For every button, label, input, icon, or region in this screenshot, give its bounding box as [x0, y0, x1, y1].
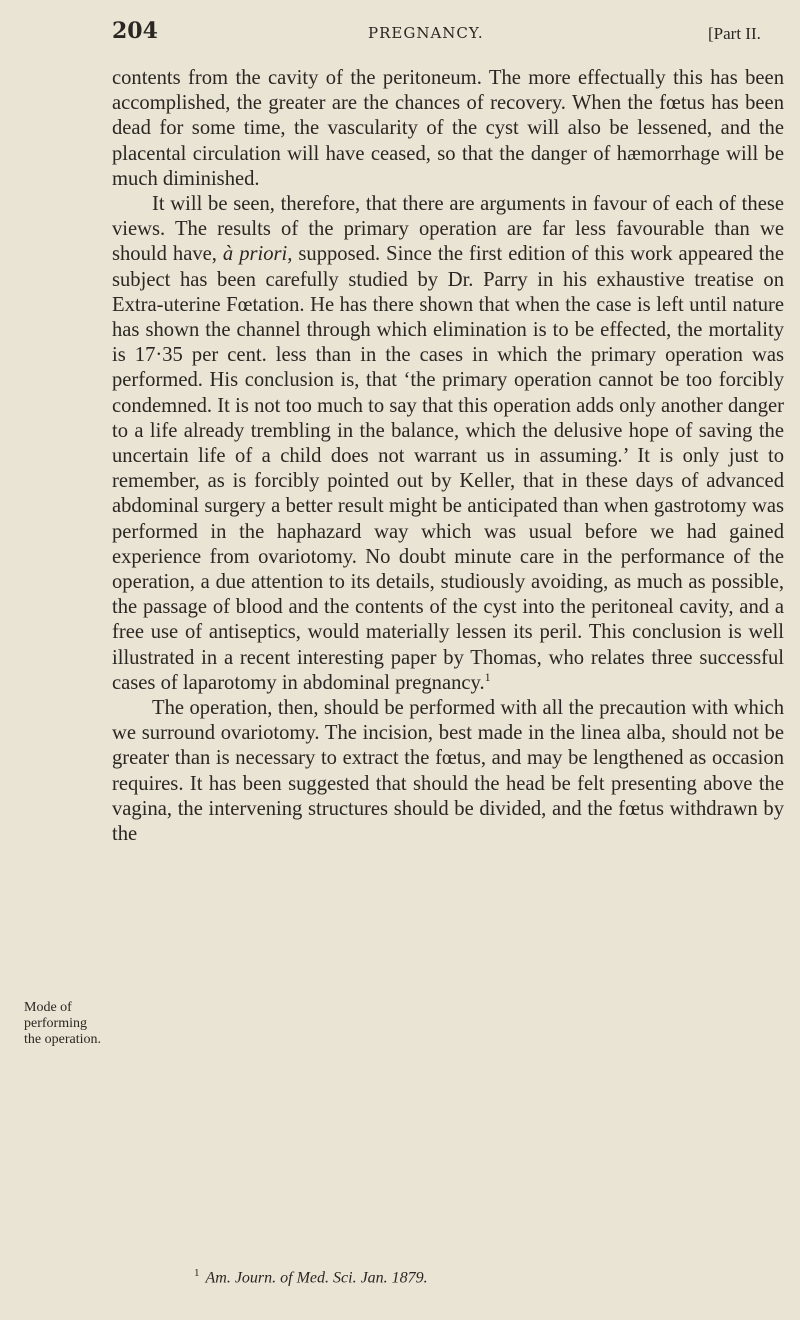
footnote-marker: 1	[194, 1267, 200, 1279]
footnote	[194, 1267, 754, 1287]
paragraph-continuation: contents from the cavity of the peritoneum. The more effectually this has been accomplished, the greater are the chances of recovery. When the fœtus has been dead for some time, the vascularity of the cyst will also be lessened, and the placental circulation will have ceased, so that the danger of hæmorrhage will be much diminished.	[112, 67, 784, 190]
page-number: 204	[112, 18, 158, 44]
paragraph-text: supposed. Since the first edition of this work appeared the subject has been carefully studied by Dr. Parry in his exhaustive treatise on Extra-uterine Fœtation. He has there shown that when the case is left until nature has shown the channel through which elimination is to be effected, the mortality is 17·35 per cent. less than in the cases in which the primary operation was performed. His conclusion is, that ‘the primary operation cannot be too forcibly condemned. It is not too much to say that this operation adds only another danger to a life already trembling in the balance, which the delusive hope of saving the uncertain life of a child does not warrant us in assuming.’ It is only just to remember, as is forcibly pointed out by Keller, that in these days of advanced abdominal surgery a better result might be anticipated than when gastrotomy was performed in the haphazard way which was usual before we had gained experience from ovariotomy. No doubt minute care in the performance of the operation, a due attention to its details, studiously avoiding, as much as possible, the passage of blood and the contents of the cyst into the peritoneal cavity, and a free use of antiseptics, would materially lessen its peril. This conclusion is well illustrated in a recent interesting paper by Thomas, who relates three successful cases of laparotomy in abdominal pregnancy.	[112, 243, 784, 694]
paragraph-operation: The operation, then, should be performed with all the precaution with which we surround ovariotomy. The incision, best made in the linea alba, should not be greater than is necessary to extract the fœtus, and may be lengthened as occasion requires. It has been suggested that should the head be felt presenting above the vagina, the intervening structures should be divided, and the fœtus withdrawn by the	[112, 697, 784, 846]
page-header	[0, 18, 800, 48]
footnote-text: Am. Journ. of Med. Sci. Jan. 1879.	[205, 1269, 428, 1287]
margin-note: Mode of performing the operation.	[24, 1000, 101, 1047]
running-title: PREGNANCY.	[368, 24, 484, 42]
main-text	[112, 66, 784, 847]
italic-phrase: à priori,	[222, 243, 293, 266]
paragraph-text: It will be seen, therefore, that there are arguments in favour of each of these views. The results of the primary operation are far less favourable than we should have,	[112, 193, 784, 266]
paragraph-arguments	[112, 192, 784, 696]
part-label: [Part II.	[708, 24, 761, 43]
footnote-reference: 1	[484, 670, 491, 685]
